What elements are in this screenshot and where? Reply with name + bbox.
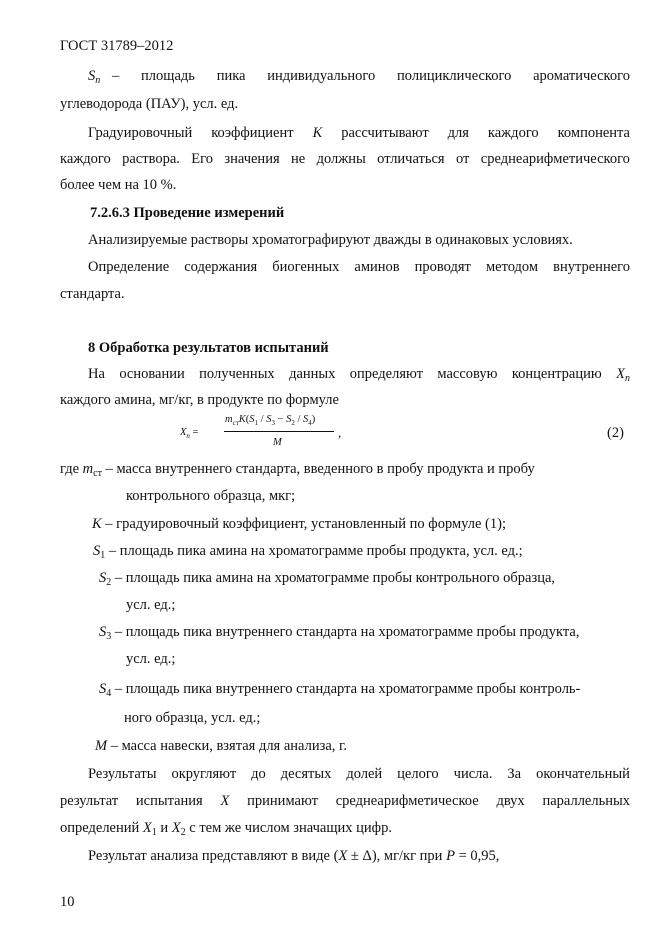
measurement-paragraph-1: Анализируемые растворы хроматографируют дважды в одинаковых условиях. [88, 232, 573, 248]
s2-definition: $S_2$ – площадь пика амина на хроматограмме пробы контрольного образца, [99, 570, 556, 588]
section-8-heading: 8 Обработка результатов испытаний [88, 340, 329, 356]
k-paragraph-line-2: каждого раствора. Его значения не должны отличаться от среднеарифметического [60, 151, 630, 167]
section-8-paragraph-line-2: каждого амина, мг/кг, в продукте по формуле [60, 392, 339, 408]
sn-symbol: $S_п$ [88, 68, 101, 86]
m-definition: M – масса навески, взятая для анализа, г. [95, 738, 347, 754]
measurement-paragraph-2-line-1: Определение содержания биогенных аминов проводят методом внутреннего [88, 259, 630, 275]
s3-definition-continuation: усл. ед.; [126, 651, 176, 667]
formula-denominator: M [273, 437, 282, 448]
formula-number: (2) [607, 425, 624, 441]
sn-definition-continuation: углеводорода (ПАУ), усл. ед. [60, 96, 239, 112]
s4-definition: $S_4$ – площадь пика внутреннего стандарта на хроматограмме пробы контроль- [99, 681, 581, 699]
results-line-2: результат испытания X принимают среднеарифметическое двух параллельных [60, 793, 630, 809]
final-result-line: Результат анализа представляют в виде (X ± Δ), мг/кг при P = 0,95, [88, 848, 500, 864]
s4-definition-continuation: ного образца, усл. ед.; [124, 710, 261, 726]
k-paragraph-line-3: более чем на 10 %. [60, 177, 177, 193]
s2-definition-continuation: усл. ед.; [126, 597, 176, 613]
mst-definition-continuation: контрольного образца, мкг; [126, 488, 296, 504]
k-paragraph-line-1: Градуировочный коэффициент K рассчитывают для каждого компонента [88, 125, 630, 141]
results-line-1: Результаты округляют до десятых долей целого числа. За окончательный [88, 766, 630, 782]
mst-definition: где $m_{ст}$ – масса внутреннего стандарта, введенного в пробу продукта и пробу [60, 461, 535, 479]
results-line-3: определений $X_1$ и $X_2$ с тем же числом значащих цифр. [60, 820, 392, 838]
k-definition: K – градуировочный коэффициент, установленный по формуле (1); [92, 516, 506, 532]
sn-definition-line: – площадь пика индивидуального полициклического ароматического [112, 68, 630, 84]
s1-definition: $S_1$ – площадь пика амина на хроматограмме пробы продукта, усл. ед.; [93, 543, 523, 561]
standard-header: ГОСТ 31789–2012 [60, 38, 174, 54]
formula-numerator: $m_{ст}K(S_1 / S_3 - S_2 / S_4)$ [225, 414, 316, 427]
measurement-paragraph-2-line-2: стандарта. [60, 286, 125, 302]
s3-definition: $S_3$ – площадь пика внутреннего стандарта на хроматограмме пробы продукта, [99, 624, 580, 642]
page-number: 10 [60, 894, 75, 910]
fraction-bar [224, 431, 334, 432]
section-7263-heading: 7.2.6.3 Проведение измерений [90, 205, 285, 221]
section-8-paragraph-line-1: На основании полученных данных определяют массовую концентрацию $X_п$ [88, 366, 630, 384]
formula-lhs: $X_п$ = [180, 427, 199, 440]
formula-comma: , [338, 425, 342, 440]
